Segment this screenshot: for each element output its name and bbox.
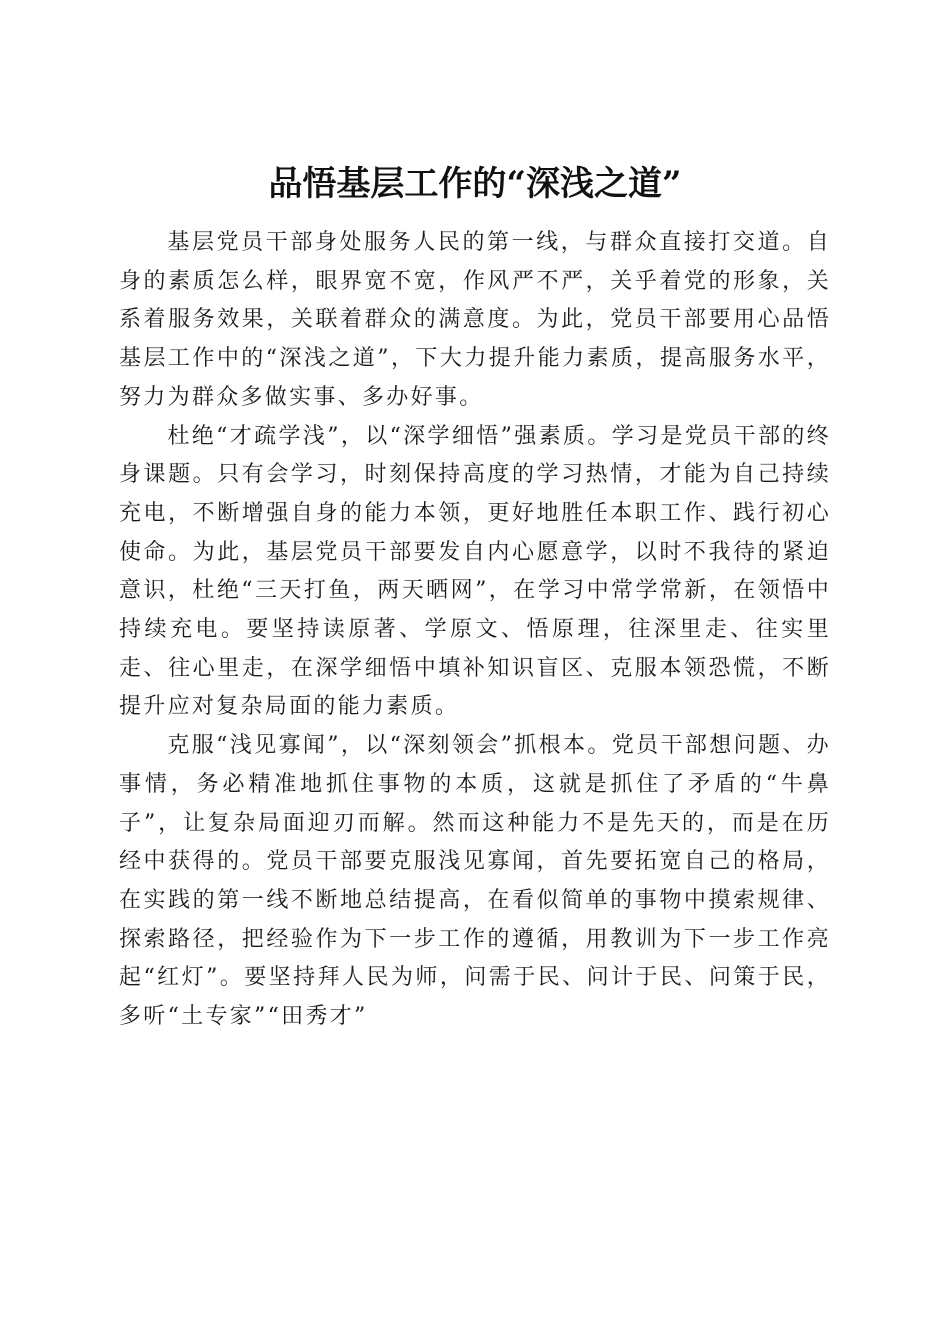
document-title: 品悟基层工作的“深浅之道” (268, 163, 682, 204)
paragraph-3: 克服“浅见寡闻”，以“深刻领会”抓根本。党员干部想问题、办事情，务必精准地抓住事物的本质，这就是抓住了矛盾的“牛鼻子”，让复杂局面迎刃而解。然而这种能力不是先天的，而是在历经中获得的。党员干部要克服浅见寡闻，首先要拓宽自己的格局，在实践的第一线不断地总结提高，在看似简单的事物中摸索规律、探索路径，把经验作为下一步工作的遵循，用教训为下一步工作亮起“红灯”。要坚持拜人民为师，问需于民、问计于民、问策于民，多听“土专家”“田秀才” (119, 733, 831, 1030)
paragraph-1: 基层党员干部身处服务人民的第一线，与群众直接打交道。自身的素质怎么样，眼界宽不宽，作风严不严，关乎着党的形象，关系着服务效果，关联着群众的满意度。为此，党员干部要用心品悟基层工作中的“深浅之道”，下大力提升能力素质，提高服务水平，努力为群众多做实事、多办好事。 (119, 230, 831, 410)
paragraph-2: 杜绝“才疏学浅”，以“深学细悟”强素质。学习是党员干部的终身课题。只有会学习，时刻保持高度的学习热情，才能为自己持续充电，不断增强自身的能力本领，更好地胜任本职工作、践行初心使命。为此，基层党员干部要发自内心愿意学，以时不我待的紧迫意识，杜绝“三天打鱼，两天晒网”，在学习中常学常新，在领悟中持续充电。要坚持读原著、学原文、悟原理，往深里走、往实里走、往心里走，在深学细悟中填补知识盲区、克服本领恐慌，不断提升应对复杂局面的能力素质。 (119, 423, 831, 720)
document-body (119, 224, 831, 1037)
